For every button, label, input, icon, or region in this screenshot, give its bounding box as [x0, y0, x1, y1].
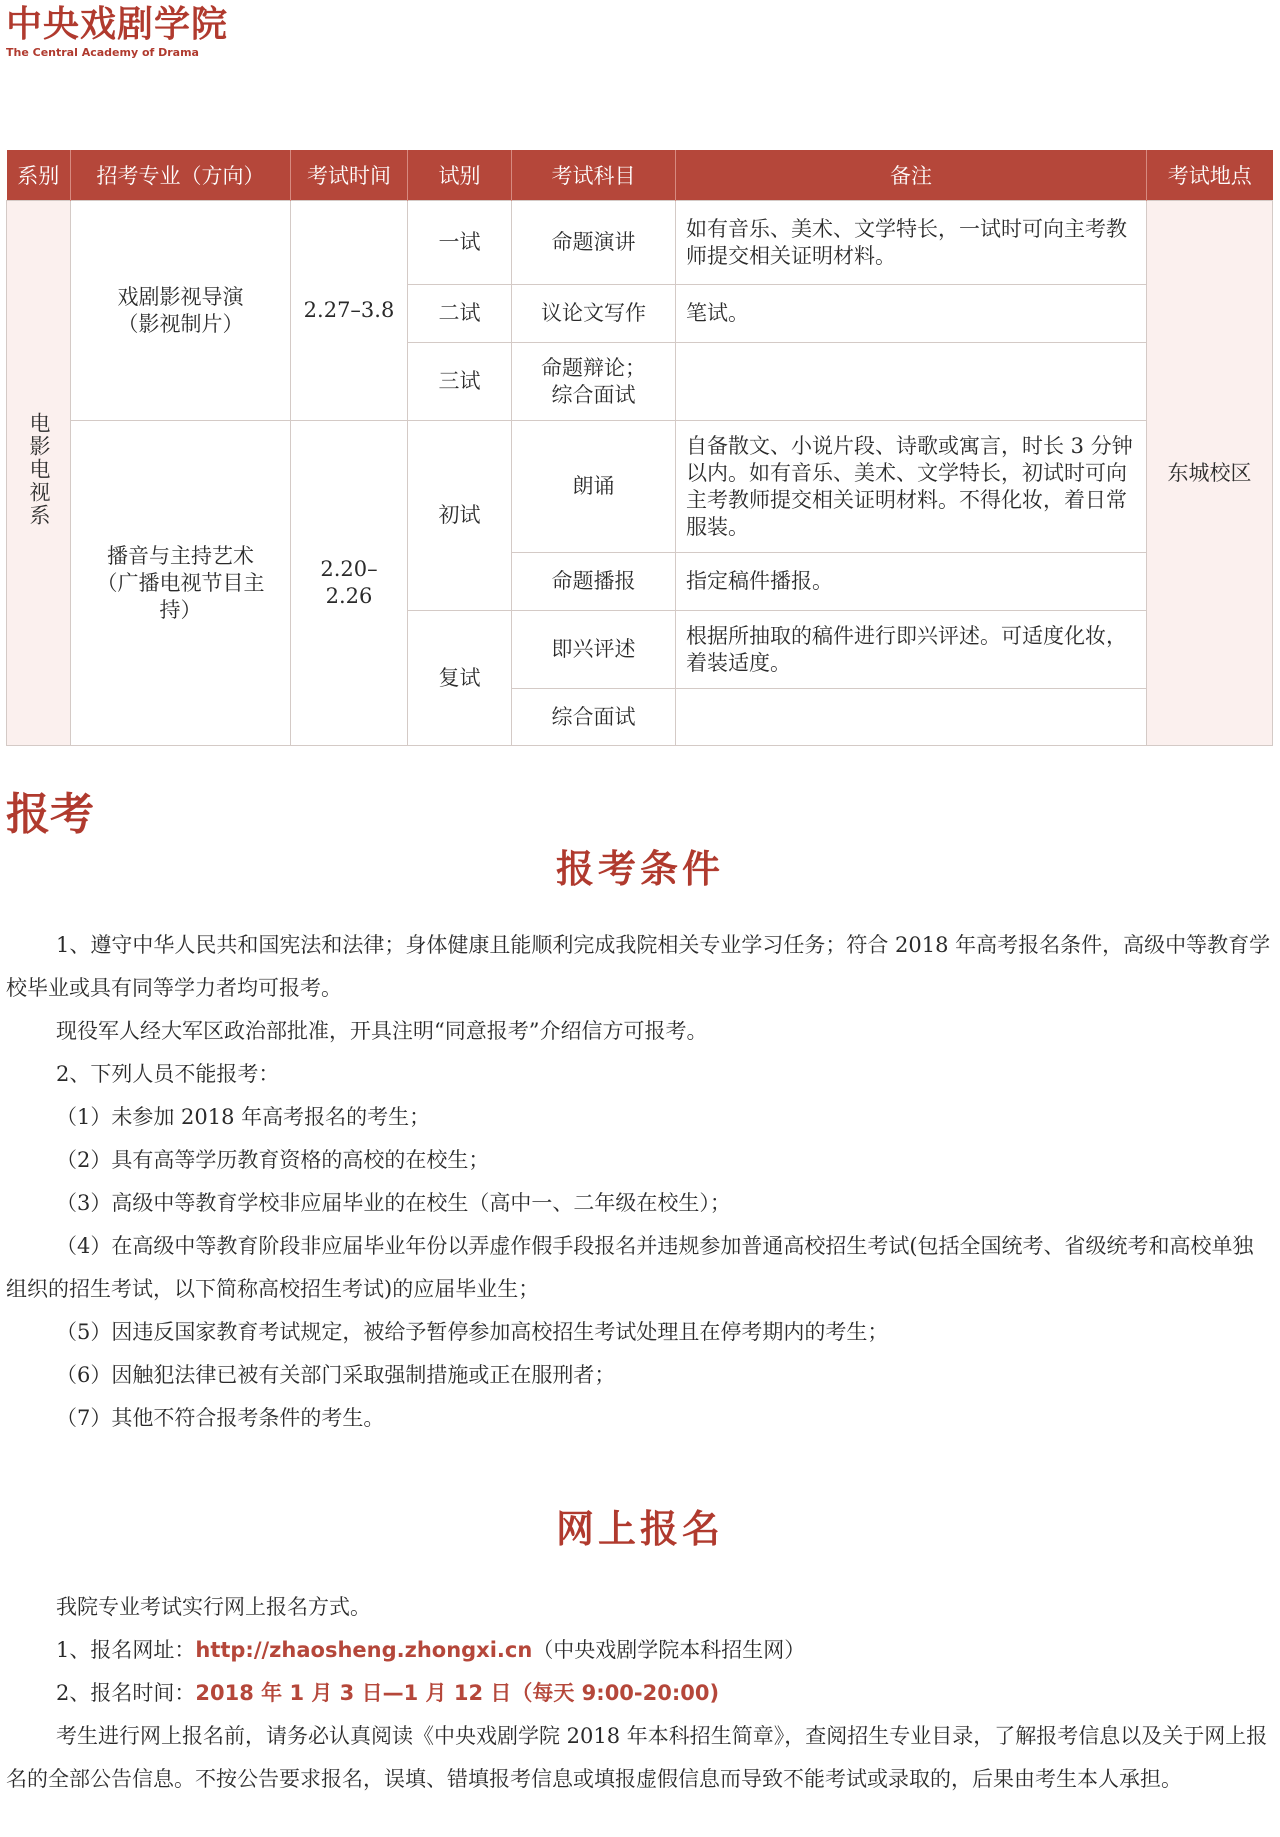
online-url-line [6, 1629, 1274, 1672]
subject-cell: 综合面试 [512, 689, 676, 746]
online-title: 网上报名 [555, 1506, 724, 1551]
url-note: （中央戏剧学院本科招生网） [532, 1638, 806, 1662]
subject-cell: 朗诵 [512, 421, 676, 553]
note-cell: 如有音乐、美术、文学特长，一试时可向主考教师提交相关证明材料。 [676, 201, 1147, 285]
online-paragraph: 我院专业考试实行网上报名方式。 [56, 1595, 371, 1619]
conditions-title: 报考条件 [555, 846, 724, 891]
note-cell: 根据所抽取的稿件进行即兴评述。可适度化妆，着装适度。 [676, 611, 1147, 689]
location-cell: 东城校区 [1147, 201, 1273, 746]
subject-text: 命题辩论； 综合面试 [541, 355, 646, 407]
conditions-body [6, 924, 1274, 1440]
subject-cell [512, 343, 676, 421]
list-item: （5）因违反国家教育考试规定，被给予暂停参加高校招生考试处理且在停考期内的考生； [56, 1320, 889, 1344]
conditions-paragraph: 现役军人经大军区政治部批准，开具注明“同意报考”介绍信方可报考。 [56, 1019, 708, 1043]
url-label: 1、报名网址： [56, 1638, 196, 1662]
exam-schedule-table [6, 150, 1273, 746]
note-cell: 笔试。 [676, 285, 1147, 343]
list-item: （1）未参加 2018 年高考报名的考生； [56, 1105, 431, 1129]
round-cell: 复试 [408, 611, 512, 746]
online-time-line [6, 1672, 1274, 1715]
round-cell: 二试 [408, 285, 512, 343]
logo-english: The Central Academy of Drama [6, 46, 199, 59]
department-name: 电影电视系 [27, 412, 51, 527]
major-name: 播音与主持艺术 （广播电视节目主持） [96, 543, 265, 622]
list-item: （4）在高级中等教育阶段非应届毕业年份以弄虚作假手段报名并违规参加普通高校招生考试(包括全国统考、省级统考和高校单独组织的招生考试，以下简称高校招生考试)的应届毕业生； [6, 1234, 1254, 1301]
header-department: 系别 [7, 150, 71, 201]
table-row [7, 201, 1273, 285]
round-cell: 三试 [408, 343, 512, 421]
online-paragraph: 考生进行网上报名前，请务必认真阅读《中央戏剧学院 2018 年本科招生简章》，查阅招生专业目录，了解报考信息以及关于网上报名的全部公告信息。不按公告要求报名，误填、错填报考信息或填报虚假信息而导致不能考试或录取的，后果由考生本人承担。 [6, 1724, 1268, 1791]
round-cell: 一试 [408, 201, 512, 285]
time-cell: 2.20–2.26 [291, 421, 408, 746]
logo-chinese: 中央戏剧学院 [6, 3, 229, 45]
conditions-paragraph: 1、遵守中华人民共和国宪法和法律；身体健康且能顺利完成我院相关专业学习任务；符合 2018 年高考报名条件，高级中等教育学校毕业或具有同等学力者均可报考。 [6, 933, 1271, 1000]
table-header-row [7, 150, 1273, 201]
time-cell: 2.27–3.8 [291, 201, 408, 421]
subject-cell: 命题播报 [512, 553, 676, 611]
major-cell [71, 201, 291, 421]
online-body [6, 1586, 1274, 1801]
subject-cell: 议论文写作 [512, 285, 676, 343]
table-row [7, 421, 1273, 553]
subject-cell: 即兴评述 [512, 611, 676, 689]
section-tag: 报考 [6, 789, 94, 840]
department-cell [7, 201, 71, 746]
note-cell: 指定稿件播报。 [676, 553, 1147, 611]
list-item: （6）因触犯法律已被有关部门采取强制措施或正在服刑者； [56, 1363, 616, 1387]
registration-time: 2018 年 1 月 3 日—1 月 12 日（每天 9:00-20:00) [195, 1681, 720, 1705]
header-location: 考试地点 [1147, 150, 1273, 201]
header-subject: 考试科目 [512, 150, 676, 201]
header-major: 招考专业（方向） [71, 150, 291, 201]
time-label: 2、报名时间： [56, 1681, 196, 1705]
major-name: 戏剧影视导演 （影视制片） [117, 284, 244, 336]
major-cell [71, 421, 291, 746]
header-time: 考试时间 [291, 150, 408, 201]
note-cell: 自备散文、小说片段、诗歌或寓言，时长 3 分钟以内。如有音乐、美术、文学特长，初试时可向主考教师提交相关证明材料。不得化妆，着日常服装。 [676, 421, 1147, 553]
header-round: 试别 [408, 150, 512, 201]
header-note: 备注 [676, 150, 1147, 201]
note-cell [676, 689, 1147, 746]
academy-logo [6, 4, 266, 70]
subject-cell: 命题演讲 [512, 201, 676, 285]
note-cell [676, 343, 1147, 421]
list-item: （3）高级中等教育学校非应届毕业的在校生（高中一、二年级在校生）； [56, 1191, 731, 1215]
round-cell: 初试 [408, 421, 512, 611]
list-item: （7）其他不符合报考条件的考生。 [56, 1406, 385, 1430]
list-item: （2）具有高等学历教育资格的高校的在校生； [56, 1148, 490, 1172]
registration-url-link[interactable]: http://zhaosheng.zhongxi.cn [195, 1638, 533, 1662]
conditions-paragraph: 2、下列人员不能报考： [56, 1062, 280, 1086]
